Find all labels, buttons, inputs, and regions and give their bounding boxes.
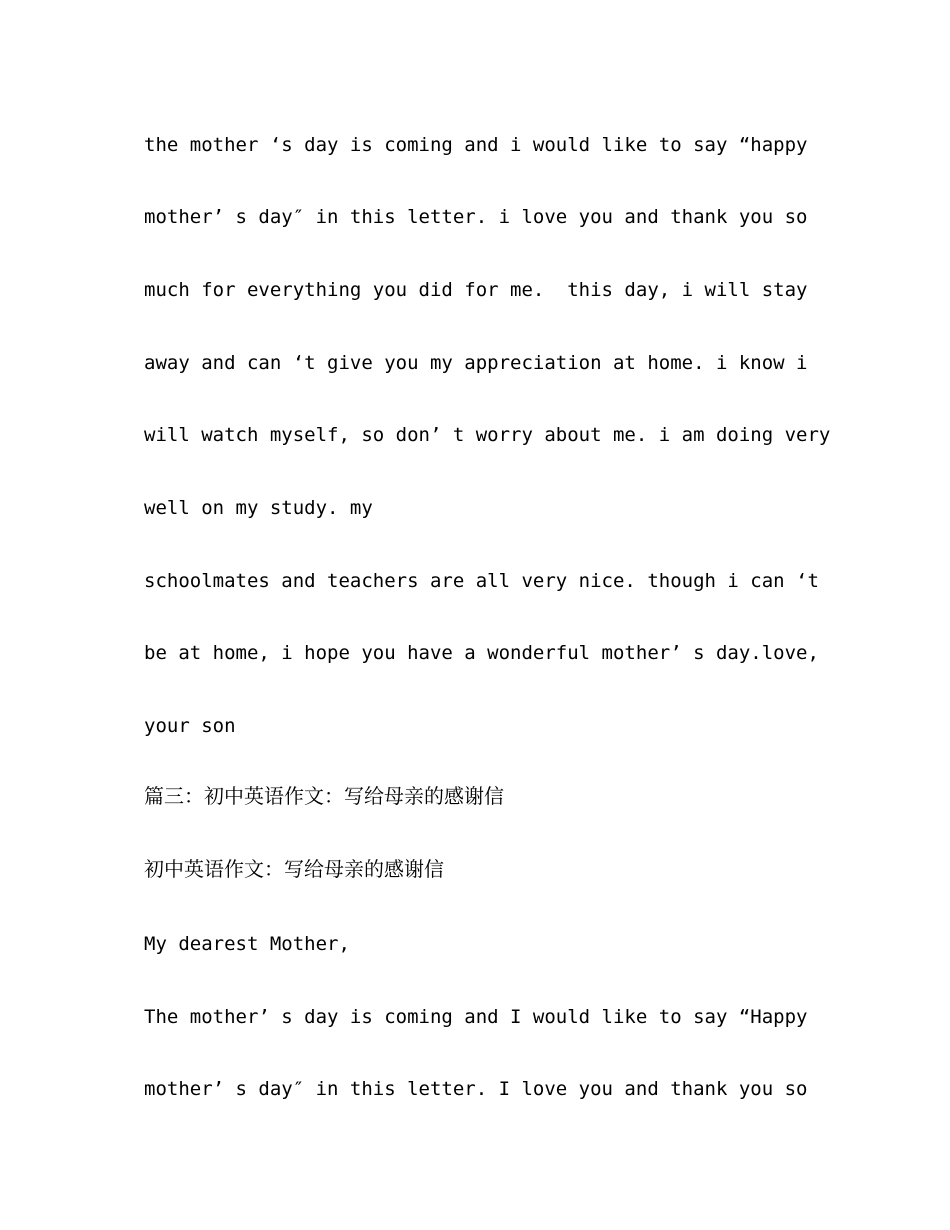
text-line: will watch myself, so don’ t worry about me. i am doing very bbox=[144, 424, 831, 446]
text-line: your son bbox=[144, 715, 236, 737]
text-line: away and can ‘t give you my appreciation at home. i know i bbox=[144, 352, 808, 374]
text-line: mother’ s day″ in this letter. i love you and thank you so bbox=[144, 206, 808, 228]
text-line: the mother ‘s day is coming and i would like to say “happy bbox=[144, 134, 808, 156]
text-line: schoolmates and teachers are all very nice. though i can ‘t bbox=[144, 570, 819, 592]
letter-title: 初中英语作文：写给母亲的感谢信 bbox=[144, 857, 444, 881]
text-line: mother’ s day″ in this letter. I love you and thank you so bbox=[144, 1078, 808, 1100]
text-line: much for everything you did for me. this day, i will stay bbox=[144, 279, 808, 301]
text-line: be at home, i hope you have a wonderful mother’ s day.love, bbox=[144, 642, 819, 664]
text-line: The mother’ s day is coming and I would like to say “Happy bbox=[144, 1006, 808, 1028]
section-heading: 篇三：初中英语作文：写给母亲的感谢信 bbox=[144, 784, 504, 808]
salutation: My dearest Mother, bbox=[144, 933, 350, 955]
text-line: well on my study. my bbox=[144, 497, 373, 519]
